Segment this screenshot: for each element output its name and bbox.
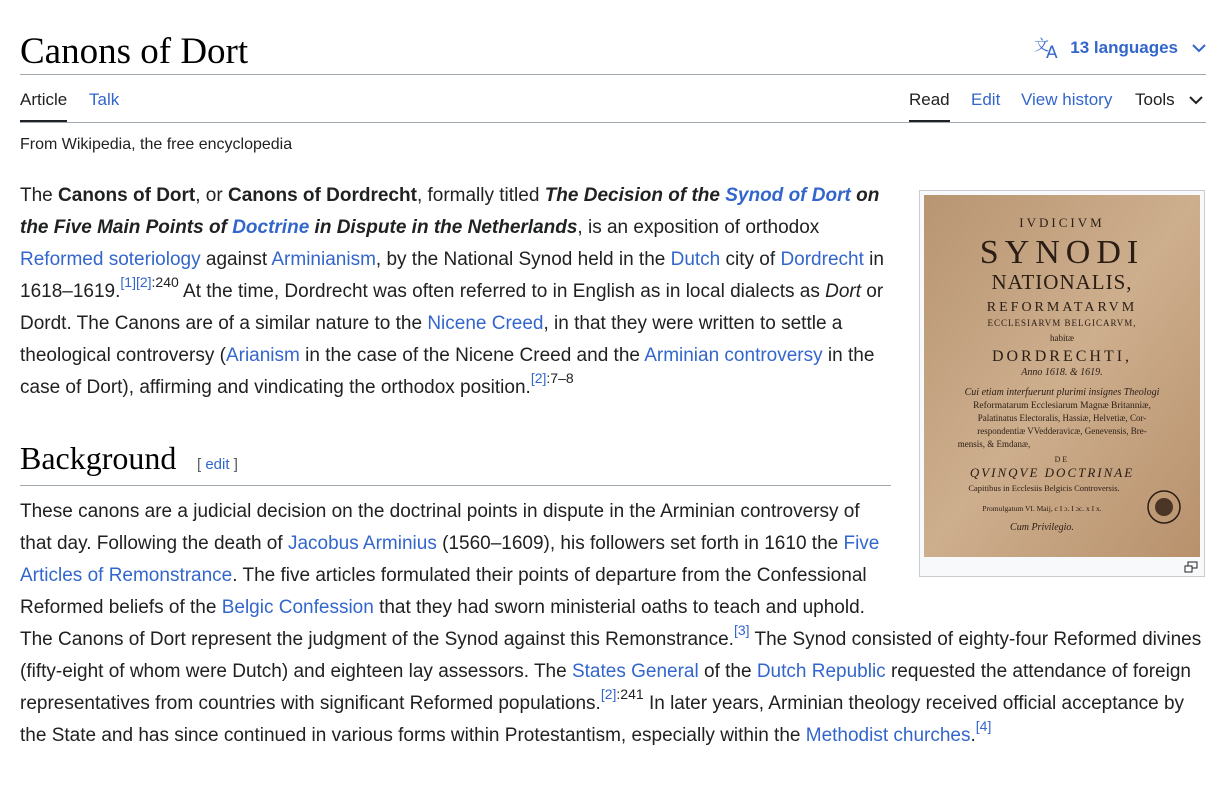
languages-button[interactable] — [1034, 36, 1206, 60]
link-states-general[interactable]: States General — [571, 661, 699, 682]
text: city of — [720, 249, 781, 270]
tab-edit[interactable]: Edit — [971, 90, 1001, 109]
text: In later years, Arminian theology received official acceptance by the State and has since continued in various forms within Protestantism, especially within the — [20, 693, 1185, 746]
citation — [120, 274, 178, 290]
title-row — [20, 28, 1206, 75]
link-synod-of-dort[interactable]: Synod of Dort — [725, 185, 851, 206]
image-text: habitæ — [1050, 333, 1074, 343]
citation-link-2[interactable]: [2] — [600, 685, 617, 702]
text: , is an exposition of orthodox — [577, 217, 820, 238]
bracket: [ — [197, 456, 206, 473]
link-dordrecht[interactable]: Dordrecht — [780, 249, 864, 270]
citation-page: :7–8 — [546, 369, 574, 386]
citation — [531, 370, 574, 386]
citation-page: :241 — [616, 685, 644, 702]
image-text: DORDRECHTI, — [991, 348, 1133, 365]
text: in the case of the Nicene Creed and the — [299, 345, 645, 366]
section-title: Background — [20, 440, 177, 476]
citation-link-4[interactable]: [4] — [975, 717, 992, 734]
bold-term: Canons of Dordrecht — [227, 185, 417, 206]
text: against — [200, 249, 272, 270]
link-five-articles-of-remonstrance[interactable]: Five Articles of Remonstrance — [20, 533, 880, 586]
link-methodist-churches[interactable]: Methodist churches — [805, 725, 971, 746]
tab-read[interactable]: Read — [909, 90, 950, 122]
text: . — [970, 725, 976, 746]
citation-page: :240 — [151, 273, 179, 290]
link-doctrine[interactable]: Doctrine — [232, 217, 310, 238]
image-text: Capitibus in Ecclesiis Belgicis Controversis. — [968, 483, 1120, 493]
chevron-down-icon — [1189, 95, 1203, 105]
edit-section-link[interactable]: edit — [205, 456, 230, 473]
text: in the case of Dort), affirming and vindicating the orthodox position. — [20, 345, 875, 398]
link-jacobus-arminius[interactable]: Jacobus Arminius — [287, 533, 437, 554]
bold-term: Canons of Dort — [58, 185, 196, 206]
chevron-down-icon — [1192, 43, 1206, 53]
text: The Synod consisted of eighty-four Reformed divines (fifty-eight of whom were Dutch) and eighteen lay assessors. The — [20, 629, 1202, 682]
link-arminianism[interactable]: Arminianism — [271, 249, 376, 270]
languages-label: 13 languages — [1070, 38, 1178, 57]
bracket: ] — [229, 456, 238, 473]
text: that they had sworn ministerial oaths to teach and uphold. The Canons of Dort represent the judgment of the Synod against this Remonstrance. — [20, 597, 865, 650]
svg-text:文: 文 — [1034, 36, 1050, 54]
image-text: SYNODI — [979, 234, 1145, 271]
image-text: NATIONALIS, — [991, 270, 1133, 294]
link-reformed-soteriology[interactable]: Reformed soteriology — [20, 249, 201, 270]
text: , by the National Synod held in the — [375, 249, 671, 270]
tab-view-history[interactable]: View history — [1021, 90, 1113, 109]
translate-icon — [1034, 36, 1062, 60]
text: At the time, Dordrecht was often referred to in English as in local dialects as — [178, 281, 826, 302]
page-tabs — [20, 86, 1206, 123]
citation-link-1[interactable]: [1] — [120, 273, 136, 290]
link-arianism[interactable]: Arianism — [225, 345, 300, 366]
text: These canons are a judicial decision on the doctrinal points in dispute in the Arminian controversy of that day. Following the death of — [20, 501, 860, 554]
text: , or — [195, 185, 228, 206]
text: , in that they were written to settle a theological controversy ( — [20, 313, 843, 366]
image-text: ECCLESIARVM BELGICARVM, — [987, 318, 1137, 328]
site-tagline: From Wikipedia, the free encyclopedia — [20, 136, 293, 153]
text: or Dordt. The Canons are of a similar nature to the — [20, 281, 884, 334]
citation — [601, 686, 644, 702]
link-arminian-controversy[interactable]: Arminian controversy — [644, 345, 823, 366]
italic-term: Dort — [825, 281, 862, 302]
image-text: respondentiæ VVedderavicæ, Genevensis, Bre- — [977, 426, 1147, 436]
tools-menu[interactable] — [1135, 90, 1203, 120]
page-title: Canons of Dort — [20, 31, 249, 72]
citation-link-2[interactable]: [2] — [135, 273, 152, 290]
tools-label: Tools — [1135, 90, 1175, 109]
formal-title: The Decision of the — [544, 185, 726, 206]
enlarge-icon[interactable] — [1184, 561, 1198, 573]
link-belgic-confession[interactable]: Belgic Confession — [221, 597, 374, 618]
text: requested the attendance of foreign representatives from countries with significant Reformed populations. — [20, 661, 1191, 714]
text: The — [20, 185, 59, 206]
image-text: IVDICIVM — [1019, 215, 1105, 230]
svg-text:A: A — [1046, 43, 1058, 60]
image-text: QVINQVE DOCTRINAE — [969, 465, 1135, 480]
image-text: Cui etiam interfuerunt plurimi insignes Theologi — [964, 387, 1160, 398]
image-text: Reformatarum Ecclesiarum Magnæ Britanniæ, — [973, 401, 1151, 411]
intro-paragraph — [20, 180, 891, 404]
text: (1560–1609), his followers set forth in 1610 the — [436, 533, 844, 554]
citation — [976, 718, 992, 734]
section-edit — [197, 456, 238, 473]
image-text: Cum Privilegio. — [1010, 522, 1074, 533]
link-nicene-creed[interactable]: Nicene Creed — [427, 313, 544, 334]
link-dutch-republic[interactable]: Dutch Republic — [756, 661, 886, 682]
link-dutch[interactable]: Dutch — [670, 249, 721, 270]
infobox-image[interactable] — [919, 190, 1205, 577]
citation-link-2[interactable]: [2] — [530, 369, 547, 386]
formal-title: in Dispute in the Netherlands — [309, 217, 578, 238]
image-text: mensis, & Emdanæ, — [957, 439, 1031, 449]
image-text: Promulgatum VI. Maij, c I ɔ. I ɔc. x I x. — [982, 504, 1102, 513]
text: , formally titled — [416, 185, 545, 206]
citation-link-3[interactable]: [3] — [733, 621, 750, 638]
citation — [734, 622, 750, 638]
image-text: Anno 1618. & 1619. — [1021, 367, 1103, 378]
tab-article[interactable]: Article — [20, 90, 67, 122]
formal-title: on the Five Main Points of — [20, 185, 880, 238]
title-page-image[interactable] — [924, 195, 1200, 557]
image-text: Palatinatus Electoralis, Hassiæ, Helvetiæ, Cor- — [977, 413, 1147, 423]
section-heading-background — [20, 438, 891, 486]
image-text: REFORMATARVM — [986, 300, 1138, 315]
text: in 1618–1619. — [20, 249, 884, 302]
image-text: DE — [1054, 455, 1070, 464]
text: . The five articles formulated their points of departure from the Confessional Reformed beliefs of the — [20, 565, 867, 618]
tab-talk[interactable]: Talk — [89, 90, 120, 109]
text: of the — [698, 661, 757, 682]
